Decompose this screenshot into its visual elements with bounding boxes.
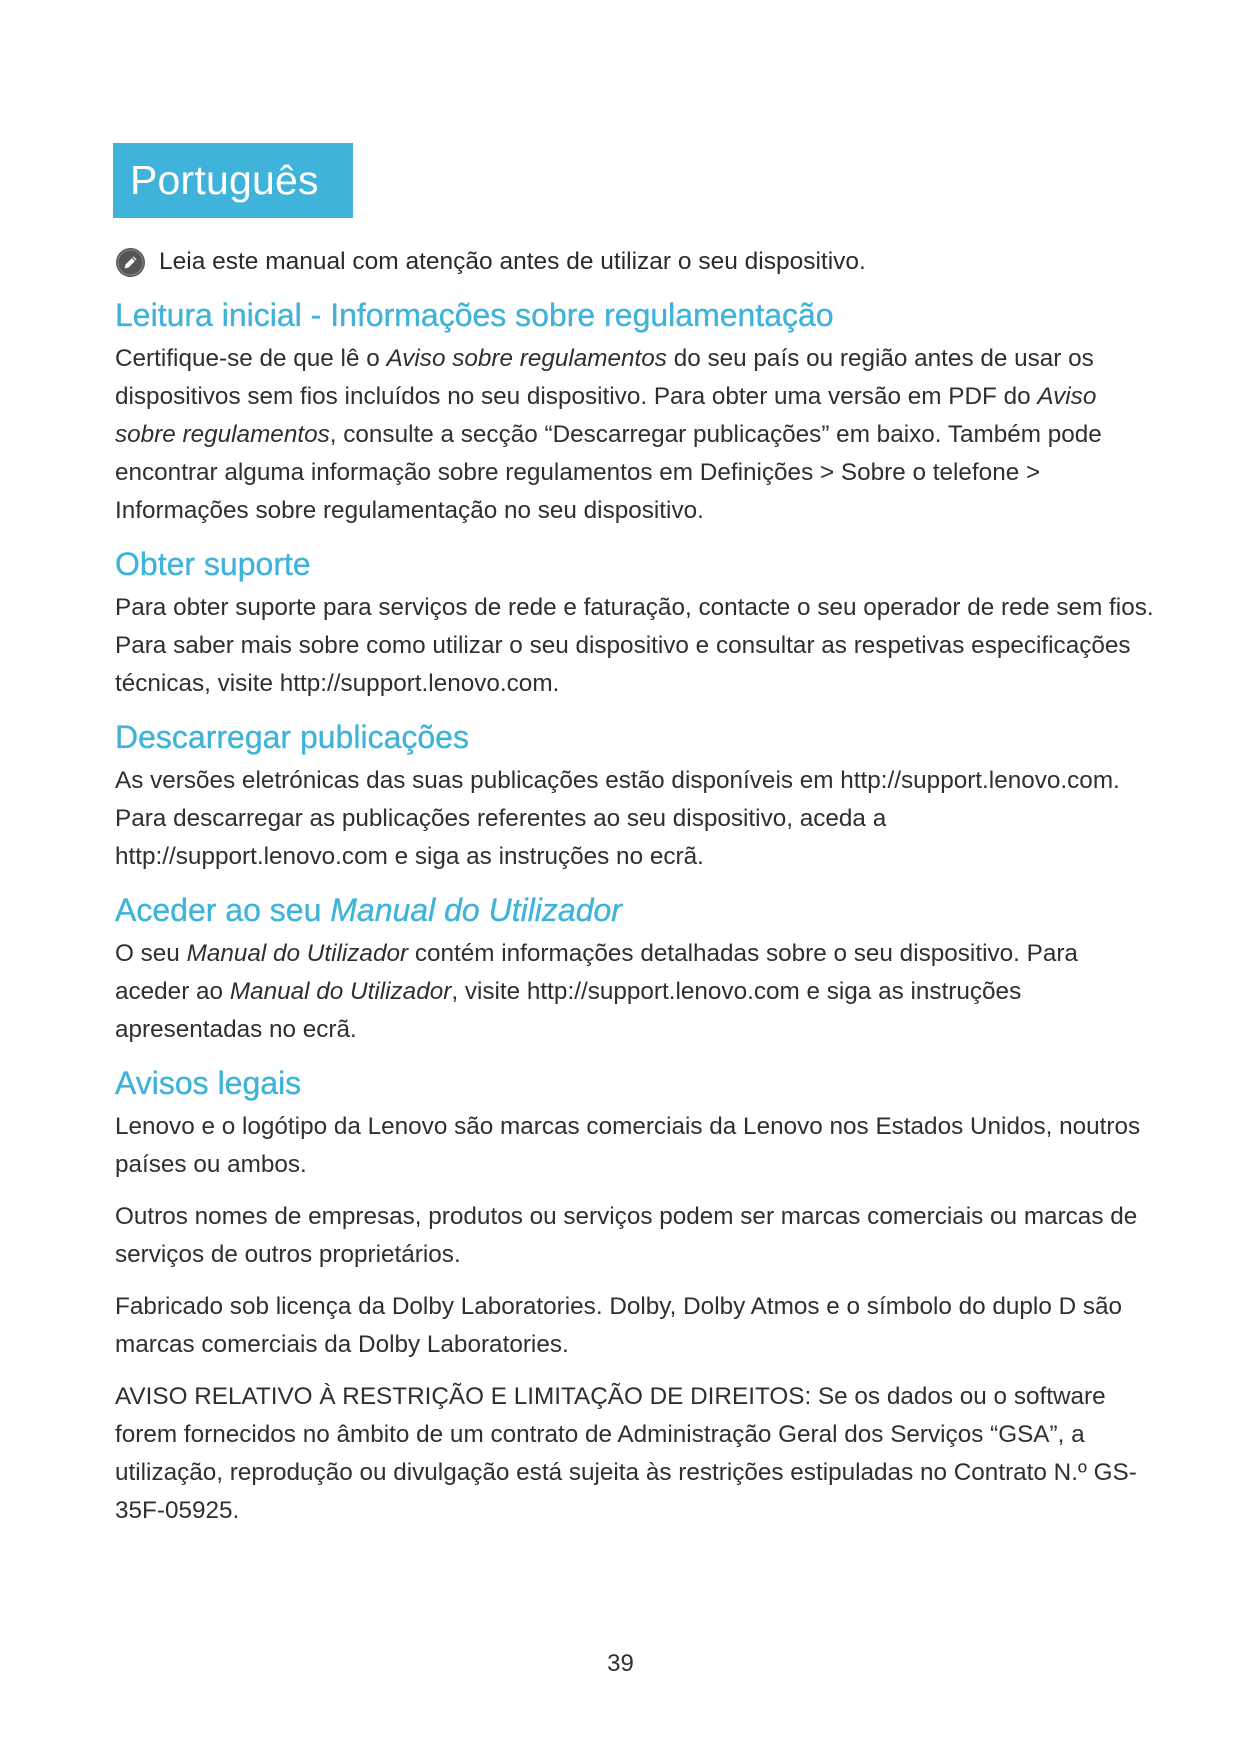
heading-legal: Avisos legais <box>115 1065 302 1101</box>
intro-note <box>115 246 866 278</box>
legal-paragraph: Lenovo e o logótipo da Lenovo são marcas comerciais da Lenovo nos Estados Unidos, noutros países ou ambos. <box>115 1113 1141 1178</box>
page-number: 39 <box>607 1650 634 1677</box>
legal-paragraph: Outros nomes de empresas, produtos ou serviços podem ser marcas comerciais ou marcas de serviços de outros proprietários. <box>115 1203 1138 1268</box>
paragraph-downloads: As versões eletrónicas das suas publicações estão disponíveis em http://support.lenovo.com. Para descarregar as publicações referentes ao seu dispositivo, aceda a http://support.lenovo.com e siga as instruções no ecrã. <box>115 767 1120 870</box>
paragraph-support: Para obter suporte para serviços de rede e faturação, contacte o seu operador de rede sem fios. Para saber mais sobre como utilizar o seu dispositivo e consultar as respetivas especificações técnicas, visite http://support.lenovo.com. <box>115 594 1154 697</box>
section-support <box>115 544 1155 703</box>
pencil-note-icon <box>115 247 146 278</box>
language-banner: Português <box>113 143 353 218</box>
heading-regulatory: Leitura inicial - Informações sobre regulamentação <box>115 297 834 333</box>
intro-note-text: Leia este manual com atenção antes de utilizar o seu dispositivo. <box>159 248 866 275</box>
heading-user-guide: Aceder ao seu Manual do Utilizador <box>115 892 622 928</box>
section-legal <box>115 1063 1155 1530</box>
heading-support: Obter suporte <box>115 546 311 582</box>
section-downloads <box>115 717 1155 876</box>
heading-downloads: Descarregar publicações <box>115 719 469 755</box>
legal-paragraph: Fabricado sob licença da Dolby Laboratories. Dolby, Dolby Atmos e o símbolo do duplo D são marcas comerciais da Dolby Laboratories. <box>115 1293 1123 1358</box>
section-user-guide <box>115 890 1155 1049</box>
paragraph-user-guide: O seu Manual do Utilizador contém informações detalhadas sobre o seu dispositivo. Para aceder ao Manual do Utilizador, visite http://support.lenovo.com e siga as instruções apresentadas no ecrã. <box>115 940 1078 1043</box>
document-body <box>115 295 1155 1544</box>
section-regulatory <box>115 295 1155 530</box>
legal-paragraph: AVISO RELATIVO À RESTRIÇÃO E LIMITAÇÃO DE DIREITOS: Se os dados ou o software forem fornecidos no âmbito de um contrato de Administração Geral dos Serviços “GSA”, a utilização, reprodução ou divulgação está sujeita às restrições estipuladas no Contrato N.º GS-35F-05925. <box>115 1383 1137 1524</box>
paragraph-regulatory: Certifique-se de que lê o Aviso sobre regulamentos do seu país ou região antes de usar os dispositivos sem fios incluídos no seu dispositivo. Para obter uma versão em PDF do Aviso sobre regulamentos, consulte a secção “Descarregar publicações” em baixo. Também pode encontrar alguma informação sobre regulamentos em Definições > Sobre o telefone > Informações sobre regulamentação no seu dispositivo. <box>115 345 1102 524</box>
